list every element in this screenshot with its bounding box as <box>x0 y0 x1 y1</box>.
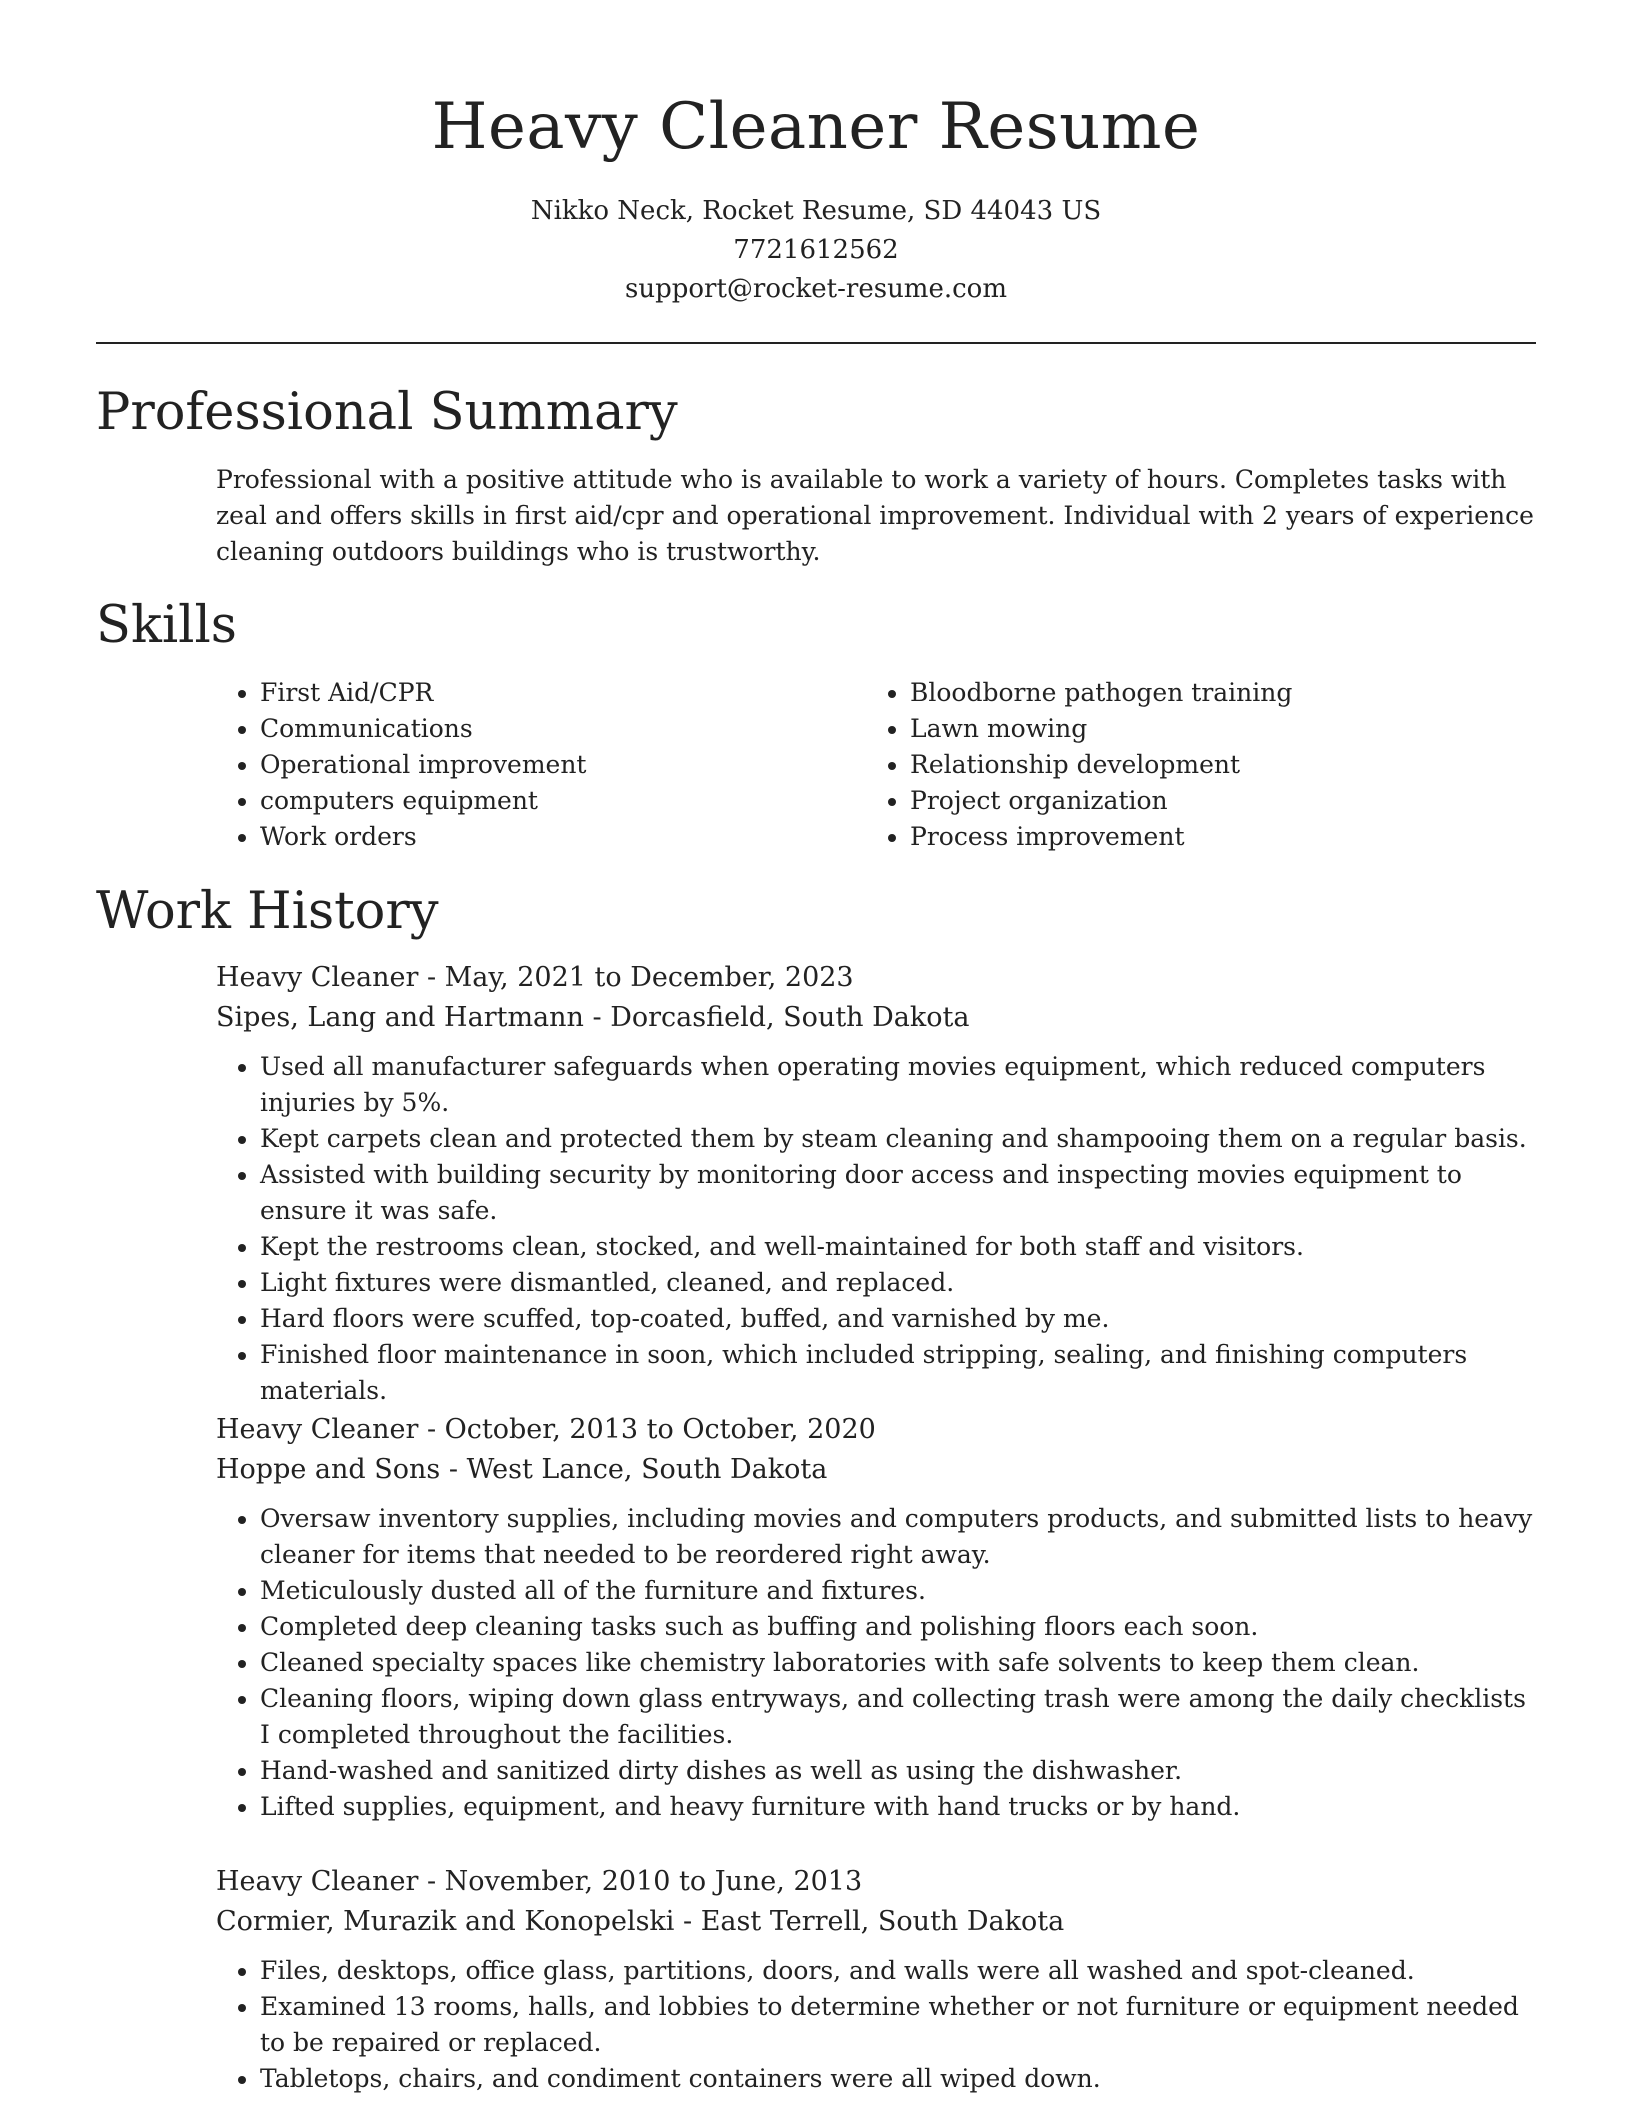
job-company: Hoppe and Sons - West Lance, South Dakota <box>216 1454 828 1485</box>
job-bullet: • Cleaned specialty spaces like chemistry laboratories with safe solvents to keep them clean. <box>260 1645 1536 1681</box>
job-bullet: • Meticulously dusted all of the furniture and fixtures. <box>260 1573 1536 1609</box>
header-divider <box>96 342 1536 344</box>
job-bullet: • Examined 13 rooms, halls, and lobbies to determine whether or not furniture or equipment needed to be repaired or replaced. <box>260 1989 1536 2061</box>
job-bullet: • Oversaw inventory supplies, including movies and computers products, and submitted lists to heavy cleaner for items that needed to be reordered right away. <box>260 1501 1536 1573</box>
job-bullets <box>216 1953 1536 2097</box>
job-entry <box>216 1410 1536 1825</box>
resume-title: Heavy Cleaner Resume <box>431 90 1201 164</box>
job-bullet: • Files, desktops, office glass, partitions, doors, and walls were all washed and spot-cleaned. <box>260 1953 1536 1989</box>
skill-item: • Operational improvement <box>260 747 586 783</box>
job-bullet: • Lifted supplies, equipment, and heavy furniture with hand trucks or by hand. <box>260 1789 1536 1825</box>
skills-list-right <box>866 675 1292 855</box>
resume-header <box>0 0 1632 309</box>
job-company: Cormier, Murazik and Konopelski - East Terrell, South Dakota <box>216 1906 1065 1937</box>
job-title: Heavy Cleaner - May, 2021 to December, 2023 <box>216 962 854 993</box>
job-bullets <box>216 1501 1536 1825</box>
job-company: Sipes, Lang and Hartmann - Dorcasfield, South Dakota <box>216 1002 970 1033</box>
job-bullet: • Cleaning floors, wiping down glass entryways, and collecting trash were among the daily checklists I completed throughout the facilities. <box>260 1681 1536 1753</box>
job-bullet: • Used all manufacturer safeguards when operating movies equipment, which reduced computers injuries by 5%. <box>260 1049 1536 1121</box>
job-title: Heavy Cleaner - October, 2013 to October, 2020 <box>216 1414 876 1445</box>
contact-phone: 7721612562 <box>733 235 899 265</box>
skill-item: • Communications <box>260 711 586 747</box>
skill-item: • First Aid/CPR <box>260 675 586 711</box>
skill-item: • Lawn mowing <box>910 711 1292 747</box>
summary-heading: Professional Summary <box>96 383 678 442</box>
skill-item: • Bloodborne pathogen training <box>910 675 1292 711</box>
job-entry <box>216 958 1536 1409</box>
skill-item: • computers equipment <box>260 783 586 819</box>
contact-address: Nikko Neck, Rocket Resume, SD 44043 US <box>530 196 1102 226</box>
job-bullet: • Light fixtures were dismantled, cleaned, and replaced. <box>260 1265 1536 1301</box>
skills-heading: Skills <box>96 596 237 655</box>
job-bullets <box>216 1049 1536 1409</box>
skill-item: • Relationship development <box>910 747 1292 783</box>
skill-item: • Process improvement <box>910 819 1292 855</box>
job-bullet: • Hard floors were scuffed, top-coated, buffed, and varnished by me. <box>260 1301 1536 1337</box>
job-bullet: • Assisted with building security by monitoring door access and inspecting movies equipment to ensure it was safe. <box>260 1157 1536 1229</box>
job-bullet: • Kept the restrooms clean, stocked, and well-maintained for both staff and visitors. <box>260 1229 1536 1265</box>
skills-list-left <box>216 675 586 855</box>
contact-email: support@rocket-resume.com <box>624 274 1007 304</box>
work-history-heading: Work History <box>96 882 439 941</box>
contact-info <box>0 192 1632 309</box>
summary-text: Professional with a positive attitude who is available to work a variety of hours. Completes tasks with zeal and offers skills in first aid/cpr and operational improvement. Individual with 2 years of experience cleaning outdoors buildings who is trustworthy. <box>216 465 1534 566</box>
job-entry <box>216 1862 1536 2097</box>
job-bullet: • Tabletops, chairs, and condiment containers were all wiped down. <box>260 2061 1536 2097</box>
job-bullet: • Finished floor maintenance in soon, which included stripping, sealing, and finishing computers materials. <box>260 1337 1536 1409</box>
skill-item: • Work orders <box>260 819 586 855</box>
job-bullet: • Kept carpets clean and protected them by steam cleaning and shampooing them on a regular basis. <box>260 1121 1536 1157</box>
job-bullet: • Completed deep cleaning tasks such as buffing and polishing floors each soon. <box>260 1609 1536 1645</box>
job-title: Heavy Cleaner - November, 2010 to June, 2013 <box>216 1866 863 1897</box>
skill-item: • Project organization <box>910 783 1292 819</box>
job-bullet: • Hand-washed and sanitized dirty dishes as well as using the dishwasher. <box>260 1753 1536 1789</box>
